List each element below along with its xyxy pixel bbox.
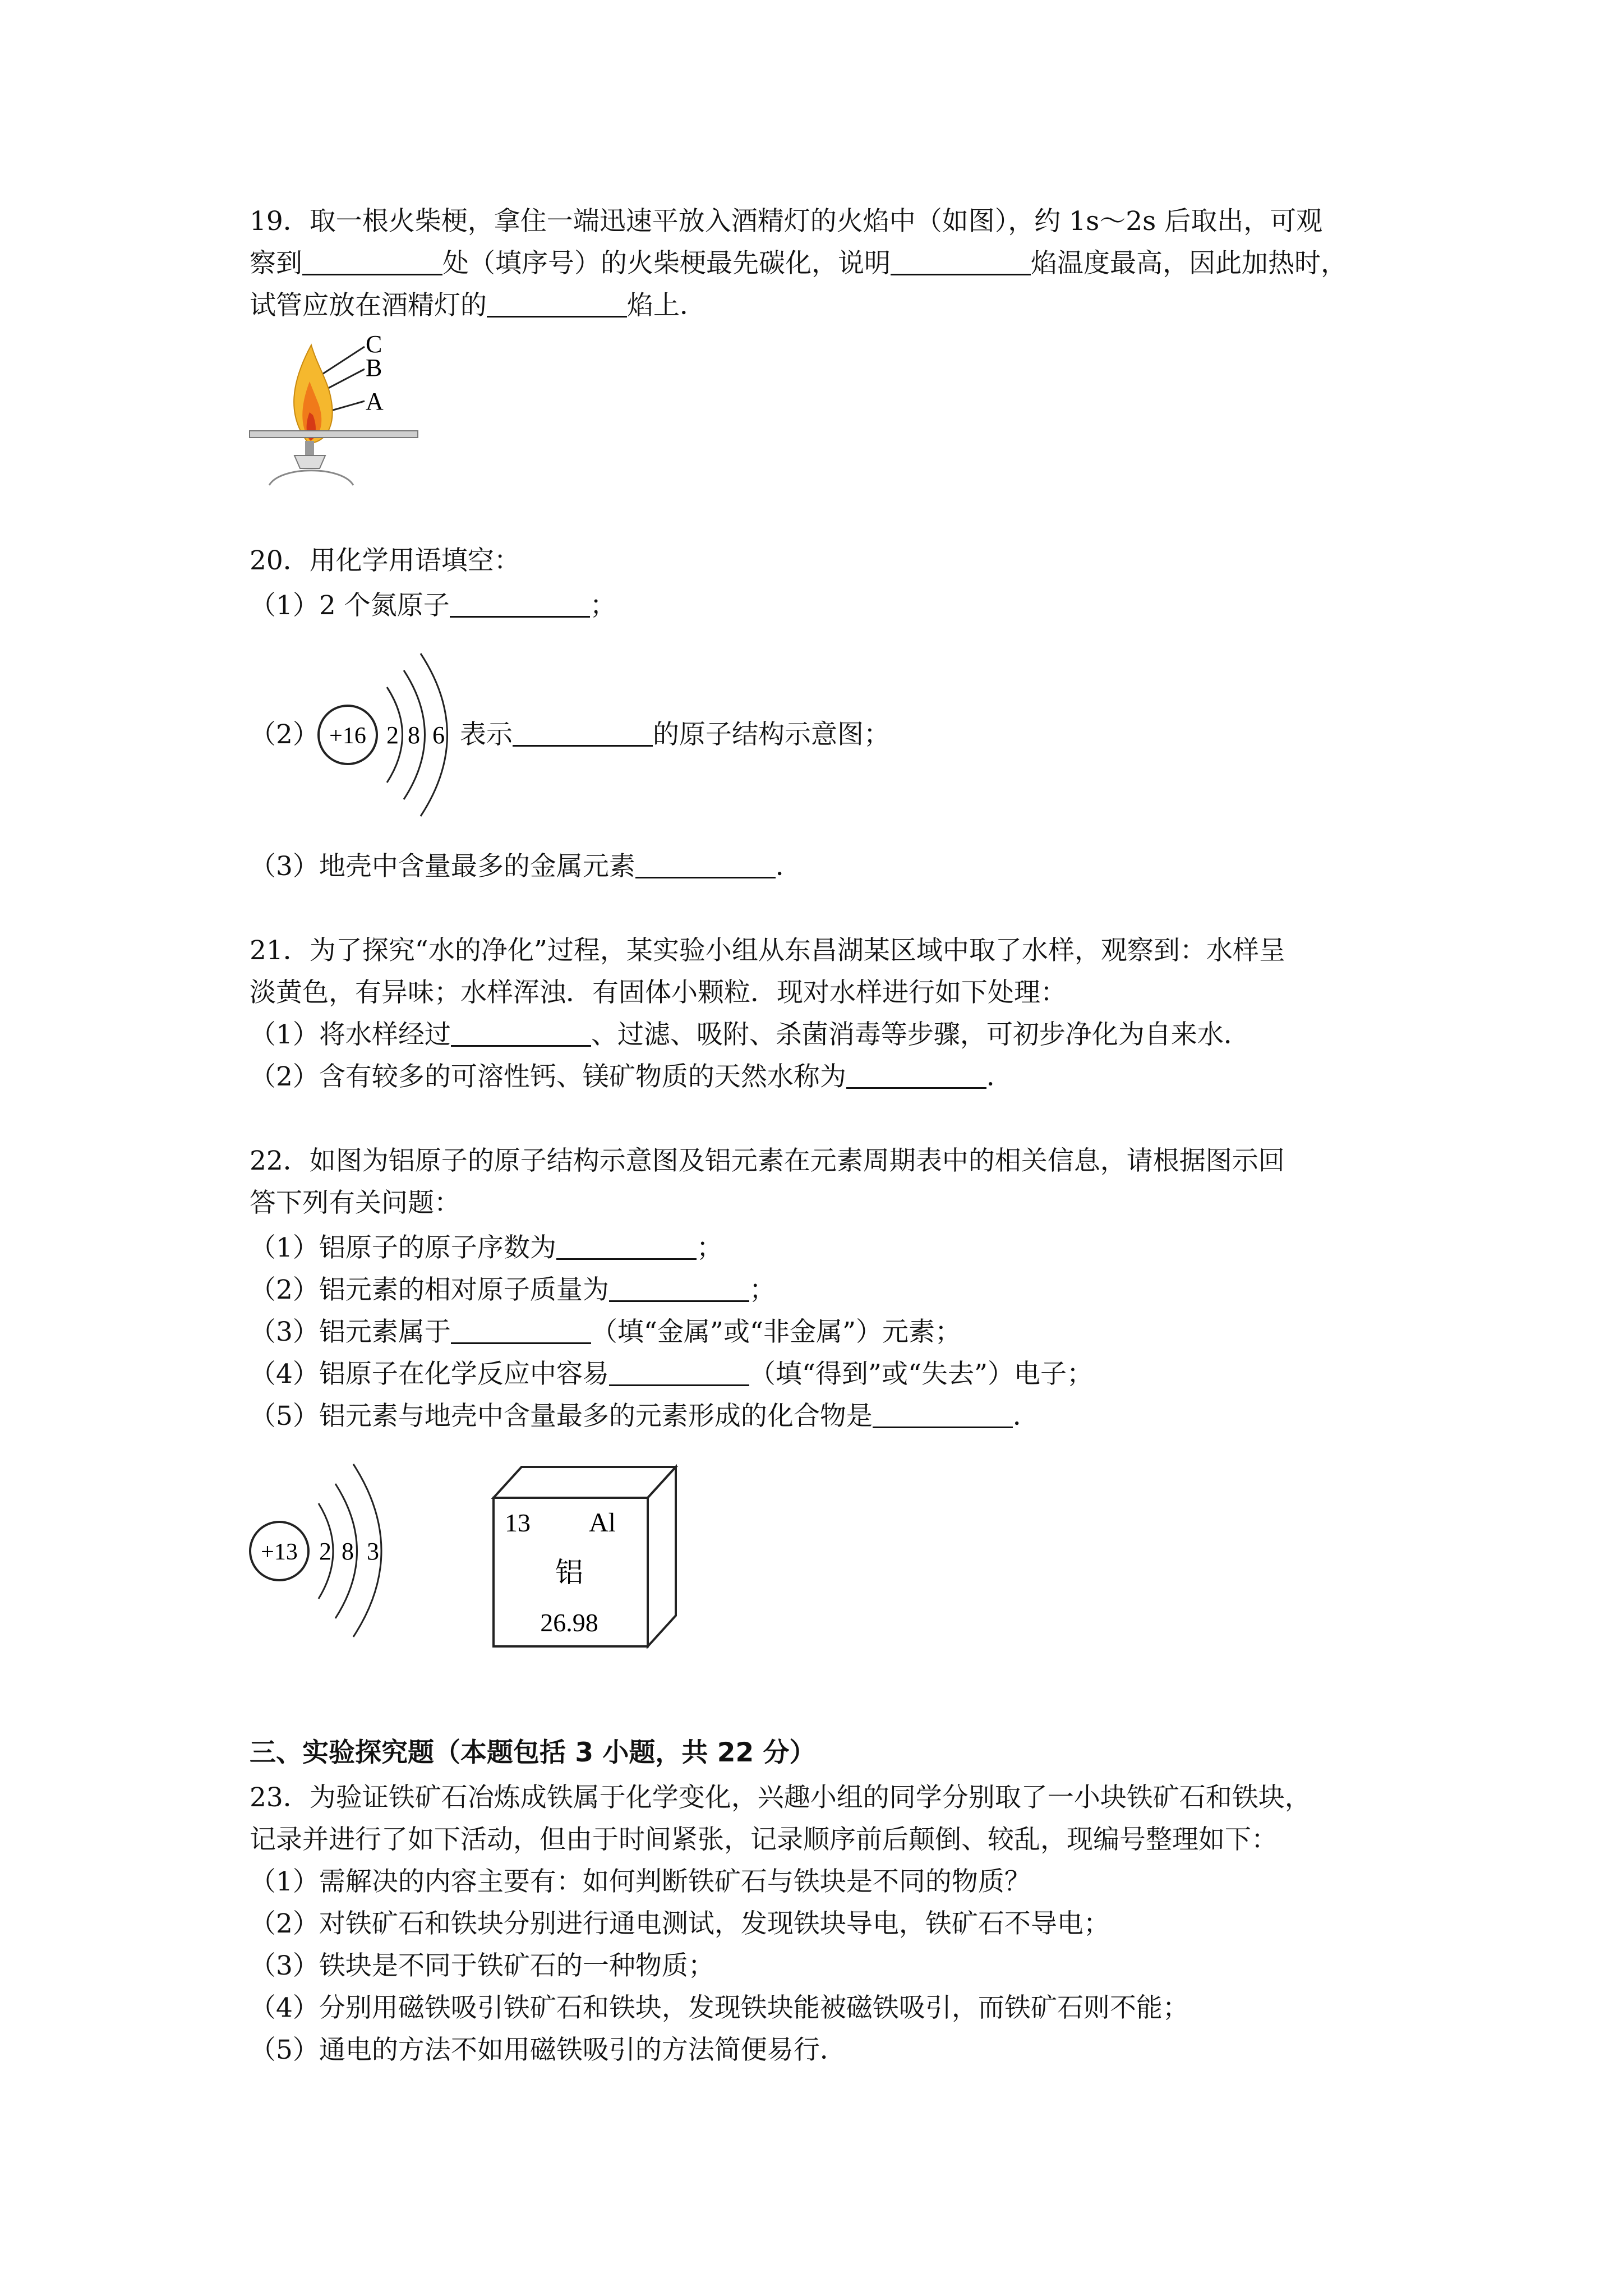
q23-item-4: （4）分别用磁铁吸引铁矿石和铁块，发现铁块能被磁铁吸引，而铁矿石则不能； [250,1993,1189,2023]
element-atomic-number: 13 [505,1508,531,1537]
q22-part5: （5）铝元素与地壳中含量最多的元素形成的化合物是 ． [250,1401,1039,1432]
q19-line3: 试管应放在酒精灯的 焰上． [250,290,706,321]
q22-part3: （3）铝元素属于 （填“金属”或“非金属”）元素； [250,1317,962,1347]
q20-blank-3[interactable] [635,852,776,878]
element-name: 铝 [555,1556,583,1589]
q22-blank-2[interactable] [609,1276,749,1302]
aluminum-atom-structure-diagram [247,1458,404,1638]
sulfur-atom-structure-diagram [314,654,465,822]
q21-part2: （2）含有较多的可溶性钙、镁矿物质的天然水称为 ． [250,1061,1013,1092]
q21-line1: 21．为了探究“水的净化”过程，某实验小组从东昌湖某区域中取了水样，观察到：水样呈 [250,935,1285,966]
q20-blank-2[interactable] [513,720,653,747]
q23-item-1: （1）需解决的内容主要有：如何判断铁矿石与铁块是不同的物质？ [250,1866,1031,1897]
q20-blank-1[interactable] [450,591,590,618]
shell-3-electrons: 6 [432,721,445,749]
q22-line2: 答下列有关问题： [250,1188,460,1218]
q23-item-5: （5）通电的方法不如用磁铁吸引的方法简便易行． [250,2035,846,2065]
q19-blank-1[interactable] [302,249,442,275]
q23-item-3: （3）铁块是不同于铁矿石的一种物质； [250,1950,714,1981]
q20-stem: 20．用化学用语填空： [250,545,520,576]
q19-blank-3[interactable] [487,291,627,318]
q22-blank-1[interactable] [556,1234,697,1260]
q19-blank-2[interactable] [891,249,1031,275]
shell-3-electrons: 3 [367,1538,379,1565]
q20-part3: （3）地壳中含量最多的金属元素 ． [250,851,802,882]
q21-blank-2[interactable] [846,1062,986,1089]
q21-blank-1[interactable] [451,1020,591,1047]
q19-line2: 察到 处（填序号）的火柴梗最先碳化，说明 焰温度最高，因此加热时， [250,248,1347,279]
q21-line2: 淡黄色，有异味；水样浑浊．有固体小颗粒．现对水样进行如下处理： [250,977,1067,1008]
q23-item-2: （2）对铁矿石和铁块分别进行通电测试，发现铁块导电，铁矿石不导电； [250,1908,1110,1939]
flame-label-a: A [366,388,384,415]
shell-1-electrons: 2 [319,1538,331,1565]
q22-blank-4[interactable] [609,1360,749,1386]
flame-label-c: C [366,330,382,358]
q21-part1: （1）将水样经过 、过滤、吸附、杀菌消毒等步骤，可初步净化为自来水． [250,1019,1250,1050]
q22-part4: （4）铝原子在化学反应中容易 （填“得到”或“失去”）电子； [250,1359,1094,1389]
q22-blank-5[interactable] [873,1402,1013,1428]
q20-part2-text: 表示 的原子结构示意图； [460,719,890,750]
q22-part1: （1）铝原子的原子序数为 ； [250,1232,723,1263]
nucleus-charge: +13 [261,1539,298,1565]
q23-line2: 记录并进行了如下活动，但由于时间紧张，记录顺序前后颠倒、较乱，现编号整理如下： [250,1824,1278,1855]
element-symbol: Al [589,1508,616,1538]
nucleus-charge: +16 [329,723,366,749]
periodic-table-cell-aluminum [491,1464,681,1649]
q22-line1: 22．如图为铝原子的原子结构示意图及铝元素在元素周期表中的相关信息，请根据图示回 [250,1145,1285,1176]
shell-2-electrons: 8 [408,721,420,749]
alcohol-lamp-flame-figure [247,331,426,494]
q22-part2: （2）铝元素的相对原子质量为 ； [250,1274,776,1305]
element-atomic-mass: 26.98 [540,1608,598,1637]
shell-1-electrons: 2 [386,721,399,749]
q20-part2-prefix: （2） [250,719,319,750]
flame-label-b: B [366,354,382,381]
section-3-heading: 三、实验探究题（本题包括 3 小题，共 22 分） [250,1737,816,1768]
shell-2-electrons: 8 [342,1538,354,1565]
q23-line1: 23．为验证铁矿石冶炼成铁属于化学变化，兴趣小组的同学分别取了一小块铁矿石和铁块， [250,1782,1311,1813]
q20-part1: （1）2 个氮原子 ； [250,590,616,621]
q22-blank-3[interactable] [451,1318,591,1344]
q19-line1: 19．取一根火柴梗，拿住一端迅速平放入酒精灯的火焰中（如图），约 1s～2s 后取出，可观 [250,206,1323,237]
